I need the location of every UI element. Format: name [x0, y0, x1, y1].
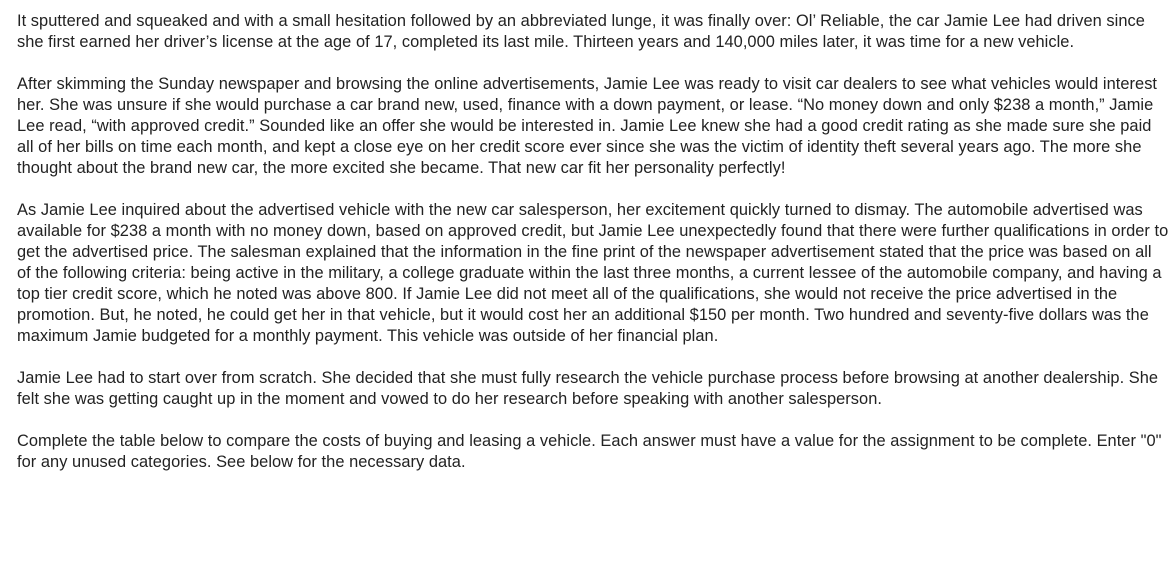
paragraph-dealership-visit: As Jamie Lee inquired about the advertised vehicle with the new car salesperson, her excitement quickly turned to dismay. The automobile advertised was available for $238 a month with no money down, based on approved credit, but Jamie Lee unexpectedly found that there were further qualifications in order to get the advertised price. The salesman explained that the information in the fine print of the newspaper advertisement stated that the price was based on all of the following criteria: being active in the military, a college graduate within the last three months, a current lessee of the automobile company, and having a top tier credit score, which he noted was above 800. If Jamie Lee did not meet all of the qualifications, she would not receive the price advertised in the promotion. But, he noted, he could get her in that vehicle, but it would cost her an additional $150 per month. Two hundred and seventy-five dollars was the maximum Jamie budgeted for a monthly payment. This vehicle was outside of her financial plan. — [17, 201, 1169, 345]
paragraph-advertisement: After skimming the Sunday newspaper and browsing the online advertisements, Jamie Lee was ready to visit car dealers to see what vehicles would interest her. She was unsure if she would purchase a car brand new, used, finance with a down payment, or lease. “No money down and only $238 a month,” Jamie Lee read, “with approved credit.” Sounded like an offer she would be interested in. Jamie Lee knew she had a good credit rating as she made sure she paid all of her bills on time each month, and kept a close eye on her credit score ever since she was the victim of identity theft several years ago. The more she thought about the brand new car, the more excited she became. That new car fit her personality perfectly! — [17, 75, 1158, 177]
paragraph-car-breakdown: It sputtered and squeaked and with a small hesitation followed by an abbreviated lunge, it was finally over: Ol’ Reliable, the car Jamie Lee had driven since she first earned her driver’s license at the age of 17, completed its last mile. Thirteen years and 140,000 miles later, it was time for a new vehicle. — [17, 12, 1145, 51]
case-study-text — [17, 11, 1169, 473]
paragraph-instructions: Complete the table below to compare the costs of buying and leasing a vehicle. Each answer must have a value for the assignment to be complete. Enter "0" for any unused categories. See below for the necessary data. — [17, 432, 1162, 471]
paragraph-start-over: Jamie Lee had to start over from scratch. She decided that she must fully research the vehicle purchase process before browsing at another dealership. She felt she was getting caught up in the moment and vowed to do her research before speaking with another salesperson. — [17, 369, 1159, 408]
